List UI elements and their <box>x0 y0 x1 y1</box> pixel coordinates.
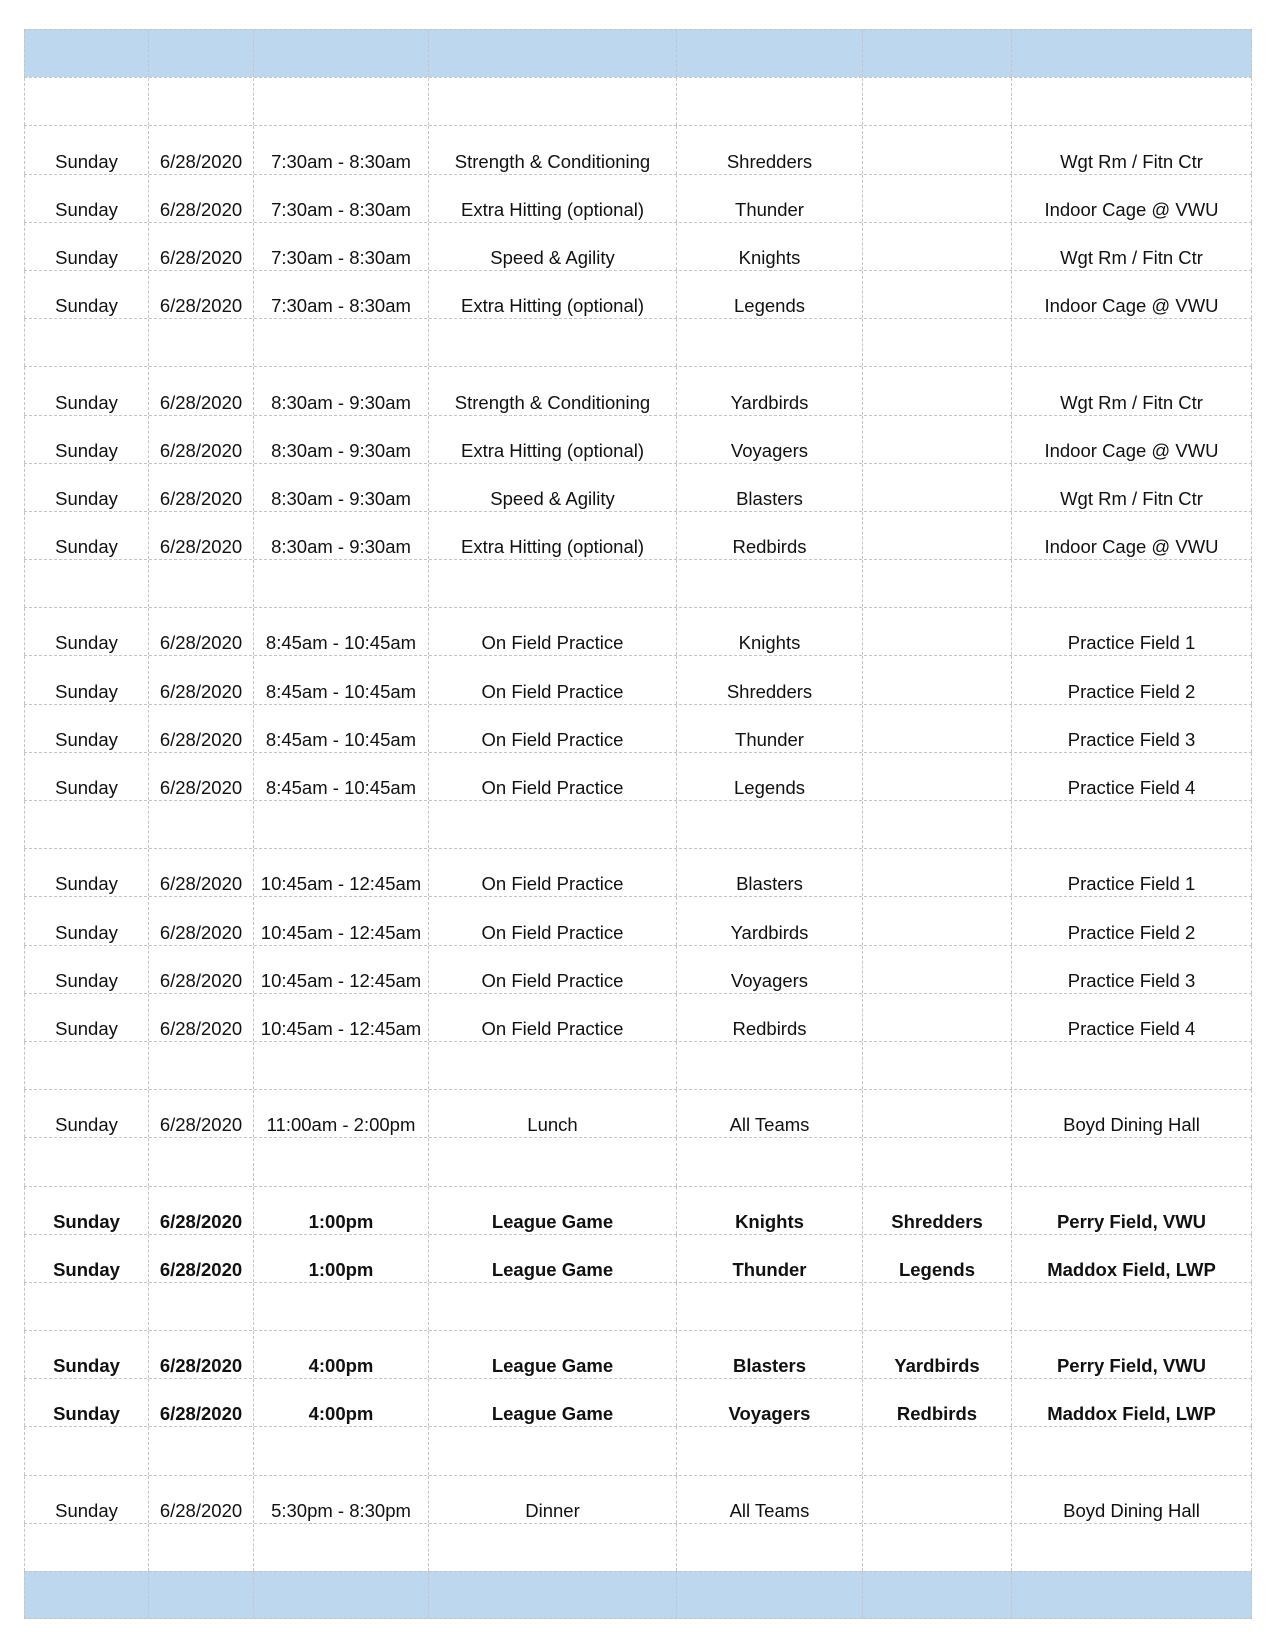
table-row <box>24 1186 1252 1234</box>
opponent-cell <box>862 1090 1011 1137</box>
activity-cell: Extra Hitting (optional) <box>428 271 676 318</box>
activity-cell: Speed & Agility <box>428 223 676 270</box>
day-cell: Sunday <box>24 656 148 703</box>
team-cell <box>676 1042 862 1089</box>
location-cell: Practice Field 1 <box>1011 849 1252 896</box>
time-cell <box>253 560 428 607</box>
day-cell <box>24 1524 148 1571</box>
table-row <box>24 1475 1252 1523</box>
date-cell: 6/28/2020 <box>148 223 253 270</box>
table-row <box>24 270 1252 318</box>
location-cell: Practice Field 4 <box>1011 994 1252 1041</box>
time-cell: 5:30pm - 8:30pm <box>253 1476 428 1523</box>
date-cell: 6/28/2020 <box>148 1331 253 1378</box>
spacer-row <box>24 318 1252 366</box>
date-cell <box>148 1427 253 1474</box>
day-cell: Sunday <box>24 512 148 559</box>
date-cell <box>148 319 253 366</box>
day-cell <box>24 801 148 848</box>
table-row <box>24 945 1252 993</box>
time-cell: 8:30am - 9:30am <box>253 367 428 414</box>
location-cell: Practice Field 4 <box>1011 753 1252 800</box>
opponent-cell <box>862 1427 1011 1474</box>
time-cell <box>253 801 428 848</box>
team-cell: Redbirds <box>676 994 862 1041</box>
opponent-cell <box>862 464 1011 511</box>
location-cell <box>1011 801 1252 848</box>
day-cell <box>24 30 148 77</box>
day-cell: Sunday <box>24 271 148 318</box>
opponent-cell <box>862 608 1011 655</box>
team-cell: Thunder <box>676 175 862 222</box>
activity-cell: Extra Hitting (optional) <box>428 512 676 559</box>
team-cell <box>676 1427 862 1474</box>
time-cell: 7:30am - 8:30am <box>253 175 428 222</box>
date-cell <box>148 1283 253 1330</box>
day-cell: Sunday <box>24 223 148 270</box>
opponent-cell <box>862 1042 1011 1089</box>
time-cell: 7:30am - 8:30am <box>253 271 428 318</box>
location-cell: Boyd Dining Hall <box>1011 1090 1252 1137</box>
time-cell: 10:45am - 12:45am <box>253 897 428 944</box>
date-cell <box>148 1524 253 1571</box>
time-cell <box>253 1283 428 1330</box>
day-cell: Sunday <box>24 175 148 222</box>
team-cell: Redbirds <box>676 512 862 559</box>
table-row <box>24 655 1252 703</box>
table-row <box>24 896 1252 944</box>
team-cell <box>676 1572 862 1618</box>
location-cell: Indoor Cage @ VWU <box>1011 271 1252 318</box>
time-cell <box>253 1042 428 1089</box>
location-cell: Practice Field 1 <box>1011 608 1252 655</box>
activity-cell: On Field Practice <box>428 994 676 1041</box>
time-cell <box>253 30 428 77</box>
day-cell: Sunday <box>24 897 148 944</box>
opponent-cell <box>862 367 1011 414</box>
team-cell <box>676 30 862 77</box>
location-cell: Practice Field 3 <box>1011 946 1252 993</box>
day-cell: Sunday <box>24 1379 148 1426</box>
day-cell <box>24 1283 148 1330</box>
table-row <box>24 993 1252 1041</box>
table-row <box>24 125 1252 173</box>
activity-cell: Strength & Conditioning <box>428 126 676 173</box>
date-cell: 6/28/2020 <box>148 705 253 752</box>
table-row <box>24 607 1252 655</box>
date-cell: 6/28/2020 <box>148 464 253 511</box>
team-cell: Voyagers <box>676 1379 862 1426</box>
table-row <box>24 415 1252 463</box>
location-cell: Practice Field 2 <box>1011 656 1252 703</box>
header-band-row <box>24 1571 1252 1619</box>
activity-cell: On Field Practice <box>428 705 676 752</box>
day-cell: Sunday <box>24 946 148 993</box>
date-cell: 6/28/2020 <box>148 897 253 944</box>
team-cell: All Teams <box>676 1476 862 1523</box>
time-cell: 4:00pm <box>253 1331 428 1378</box>
team-cell <box>676 1138 862 1185</box>
table-row <box>24 222 1252 270</box>
day-cell: Sunday <box>24 367 148 414</box>
time-cell: 10:45am - 12:45am <box>253 849 428 896</box>
location-cell <box>1011 78 1252 125</box>
team-cell: Yardbirds <box>676 897 862 944</box>
date-cell: 6/28/2020 <box>148 608 253 655</box>
location-cell <box>1011 1138 1252 1185</box>
location-cell: Boyd Dining Hall <box>1011 1476 1252 1523</box>
opponent-cell <box>862 897 1011 944</box>
location-cell <box>1011 1042 1252 1089</box>
activity-cell <box>428 1427 676 1474</box>
team-cell: Knights <box>676 223 862 270</box>
time-cell <box>253 1427 428 1474</box>
opponent-cell <box>862 994 1011 1041</box>
time-cell <box>253 1524 428 1571</box>
date-cell <box>148 1042 253 1089</box>
time-cell: 11:00am - 2:00pm <box>253 1090 428 1137</box>
opponent-cell <box>862 1476 1011 1523</box>
team-cell: Shredders <box>676 656 862 703</box>
time-cell: 7:30am - 8:30am <box>253 223 428 270</box>
team-cell: Blasters <box>676 1331 862 1378</box>
day-cell: Sunday <box>24 416 148 463</box>
activity-cell: Dinner <box>428 1476 676 1523</box>
date-cell: 6/28/2020 <box>148 1235 253 1282</box>
date-cell: 6/28/2020 <box>148 1476 253 1523</box>
location-cell <box>1011 1572 1252 1618</box>
day-cell: Sunday <box>24 1331 148 1378</box>
location-cell: Wgt Rm / Fitn Ctr <box>1011 367 1252 414</box>
opponent-cell <box>862 801 1011 848</box>
table-row <box>24 704 1252 752</box>
time-cell: 4:00pm <box>253 1379 428 1426</box>
day-cell <box>24 78 148 125</box>
opponent-cell <box>862 753 1011 800</box>
time-cell: 8:45am - 10:45am <box>253 705 428 752</box>
activity-cell: League Game <box>428 1235 676 1282</box>
location-cell <box>1011 1283 1252 1330</box>
activity-cell: League Game <box>428 1331 676 1378</box>
day-cell <box>24 1042 148 1089</box>
date-cell: 6/28/2020 <box>148 1090 253 1137</box>
time-cell: 10:45am - 12:45am <box>253 946 428 993</box>
day-cell: Sunday <box>24 849 148 896</box>
spacer-row <box>24 1137 1252 1185</box>
activity-cell: On Field Practice <box>428 608 676 655</box>
date-cell: 6/28/2020 <box>148 849 253 896</box>
spacer-row <box>24 1523 1252 1571</box>
location-cell: Maddox Field, LWP <box>1011 1379 1252 1426</box>
day-cell <box>24 319 148 366</box>
spacer-row <box>24 77 1252 125</box>
header-band-row <box>24 29 1252 77</box>
team-cell: Legends <box>676 753 862 800</box>
location-cell: Indoor Cage @ VWU <box>1011 512 1252 559</box>
table-row <box>24 1089 1252 1137</box>
date-cell: 6/28/2020 <box>148 656 253 703</box>
activity-cell: League Game <box>428 1379 676 1426</box>
day-cell: Sunday <box>24 1090 148 1137</box>
location-cell <box>1011 319 1252 366</box>
opponent-cell <box>862 319 1011 366</box>
activity-cell: On Field Practice <box>428 897 676 944</box>
team-cell <box>676 78 862 125</box>
time-cell: 10:45am - 12:45am <box>253 994 428 1041</box>
location-cell: Indoor Cage @ VWU <box>1011 416 1252 463</box>
location-cell: Practice Field 3 <box>1011 705 1252 752</box>
date-cell: 6/28/2020 <box>148 126 253 173</box>
team-cell: All Teams <box>676 1090 862 1137</box>
day-cell: Sunday <box>24 464 148 511</box>
activity-cell: On Field Practice <box>428 849 676 896</box>
location-cell: Indoor Cage @ VWU <box>1011 175 1252 222</box>
team-cell <box>676 1524 862 1571</box>
activity-cell: League Game <box>428 1187 676 1234</box>
date-cell: 6/28/2020 <box>148 753 253 800</box>
time-cell <box>253 78 428 125</box>
table-row <box>24 463 1252 511</box>
date-cell: 6/28/2020 <box>148 512 253 559</box>
date-cell: 6/28/2020 <box>148 175 253 222</box>
opponent-cell <box>862 1572 1011 1618</box>
time-cell <box>253 1138 428 1185</box>
location-cell: Wgt Rm / Fitn Ctr <box>1011 223 1252 270</box>
activity-cell <box>428 1042 676 1089</box>
date-cell <box>148 78 253 125</box>
date-cell <box>148 1572 253 1618</box>
location-cell <box>1011 560 1252 607</box>
opponent-cell: Shredders <box>862 1187 1011 1234</box>
activity-cell: On Field Practice <box>428 946 676 993</box>
opponent-cell <box>862 560 1011 607</box>
time-cell: 8:45am - 10:45am <box>253 753 428 800</box>
location-cell: Practice Field 2 <box>1011 897 1252 944</box>
team-cell: Thunder <box>676 705 862 752</box>
opponent-cell <box>862 223 1011 270</box>
date-cell: 6/28/2020 <box>148 416 253 463</box>
date-cell <box>148 30 253 77</box>
table-row <box>24 752 1252 800</box>
table-row <box>24 174 1252 222</box>
opponent-cell <box>862 705 1011 752</box>
team-cell: Blasters <box>676 849 862 896</box>
time-cell: 8:30am - 9:30am <box>253 512 428 559</box>
opponent-cell: Redbirds <box>862 1379 1011 1426</box>
time-cell: 8:45am - 10:45am <box>253 608 428 655</box>
day-cell <box>24 1427 148 1474</box>
opponent-cell <box>862 656 1011 703</box>
day-cell: Sunday <box>24 1476 148 1523</box>
activity-cell <box>428 30 676 77</box>
date-cell: 6/28/2020 <box>148 1187 253 1234</box>
opponent-cell <box>862 30 1011 77</box>
activity-cell <box>428 1572 676 1618</box>
date-cell <box>148 1138 253 1185</box>
team-cell: Yardbirds <box>676 367 862 414</box>
date-cell <box>148 801 253 848</box>
activity-cell <box>428 801 676 848</box>
table-row <box>24 1378 1252 1426</box>
activity-cell: Extra Hitting (optional) <box>428 416 676 463</box>
day-cell: Sunday <box>24 126 148 173</box>
day-cell <box>24 560 148 607</box>
spacer-row <box>24 800 1252 848</box>
day-cell: Sunday <box>24 1187 148 1234</box>
location-cell: Wgt Rm / Fitn Ctr <box>1011 126 1252 173</box>
location-cell <box>1011 1524 1252 1571</box>
activity-cell <box>428 1283 676 1330</box>
activity-cell: Strength & Conditioning <box>428 367 676 414</box>
opponent-cell <box>862 416 1011 463</box>
opponent-cell <box>862 1524 1011 1571</box>
date-cell: 6/28/2020 <box>148 1379 253 1426</box>
location-cell: Maddox Field, LWP <box>1011 1235 1252 1282</box>
team-cell: Voyagers <box>676 946 862 993</box>
spacer-row <box>24 559 1252 607</box>
team-cell: Knights <box>676 608 862 655</box>
time-cell: 7:30am - 8:30am <box>253 126 428 173</box>
team-cell: Thunder <box>676 1235 862 1282</box>
table-row <box>24 1234 1252 1282</box>
date-cell: 6/28/2020 <box>148 994 253 1041</box>
spacer-row <box>24 1426 1252 1474</box>
activity-cell <box>428 319 676 366</box>
day-cell <box>24 1572 148 1618</box>
date-cell: 6/28/2020 <box>148 946 253 993</box>
opponent-cell <box>862 1283 1011 1330</box>
location-cell <box>1011 30 1252 77</box>
day-cell: Sunday <box>24 705 148 752</box>
team-cell: Knights <box>676 1187 862 1234</box>
table-row <box>24 848 1252 896</box>
spacer-row <box>24 1041 1252 1089</box>
activity-cell: On Field Practice <box>428 753 676 800</box>
opponent-cell <box>862 946 1011 993</box>
opponent-cell: Legends <box>862 1235 1011 1282</box>
opponent-cell <box>862 175 1011 222</box>
team-cell <box>676 1283 862 1330</box>
table-row <box>24 511 1252 559</box>
opponent-cell <box>862 849 1011 896</box>
time-cell <box>253 319 428 366</box>
time-cell: 1:00pm <box>253 1187 428 1234</box>
table-row <box>24 366 1252 414</box>
day-cell: Sunday <box>24 1235 148 1282</box>
day-cell: Sunday <box>24 608 148 655</box>
opponent-cell: Yardbirds <box>862 1331 1011 1378</box>
activity-cell: Lunch <box>428 1090 676 1137</box>
location-cell <box>1011 1427 1252 1474</box>
day-cell: Sunday <box>24 753 148 800</box>
location-cell: Perry Field, VWU <box>1011 1187 1252 1234</box>
opponent-cell <box>862 1138 1011 1185</box>
time-cell <box>253 1572 428 1618</box>
date-cell: 6/28/2020 <box>148 367 253 414</box>
team-cell: Voyagers <box>676 416 862 463</box>
activity-cell: On Field Practice <box>428 656 676 703</box>
activity-cell <box>428 1138 676 1185</box>
day-cell <box>24 1138 148 1185</box>
date-cell <box>148 560 253 607</box>
activity-cell <box>428 1524 676 1571</box>
day-cell: Sunday <box>24 994 148 1041</box>
time-cell: 8:45am - 10:45am <box>253 656 428 703</box>
location-cell: Wgt Rm / Fitn Ctr <box>1011 464 1252 511</box>
time-cell: 1:00pm <box>253 1235 428 1282</box>
activity-cell: Speed & Agility <box>428 464 676 511</box>
team-cell <box>676 801 862 848</box>
team-cell: Blasters <box>676 464 862 511</box>
activity-cell: Extra Hitting (optional) <box>428 175 676 222</box>
spacer-row <box>24 1282 1252 1330</box>
time-cell: 8:30am - 9:30am <box>253 464 428 511</box>
team-cell: Legends <box>676 271 862 318</box>
activity-cell <box>428 560 676 607</box>
opponent-cell <box>862 126 1011 173</box>
date-cell: 6/28/2020 <box>148 271 253 318</box>
time-cell: 8:30am - 9:30am <box>253 416 428 463</box>
schedule-table <box>24 29 1252 1619</box>
team-cell <box>676 560 862 607</box>
team-cell <box>676 319 862 366</box>
opponent-cell <box>862 78 1011 125</box>
location-cell: Perry Field, VWU <box>1011 1331 1252 1378</box>
opponent-cell <box>862 271 1011 318</box>
activity-cell <box>428 78 676 125</box>
opponent-cell <box>862 512 1011 559</box>
team-cell: Shredders <box>676 126 862 173</box>
table-row <box>24 1330 1252 1378</box>
